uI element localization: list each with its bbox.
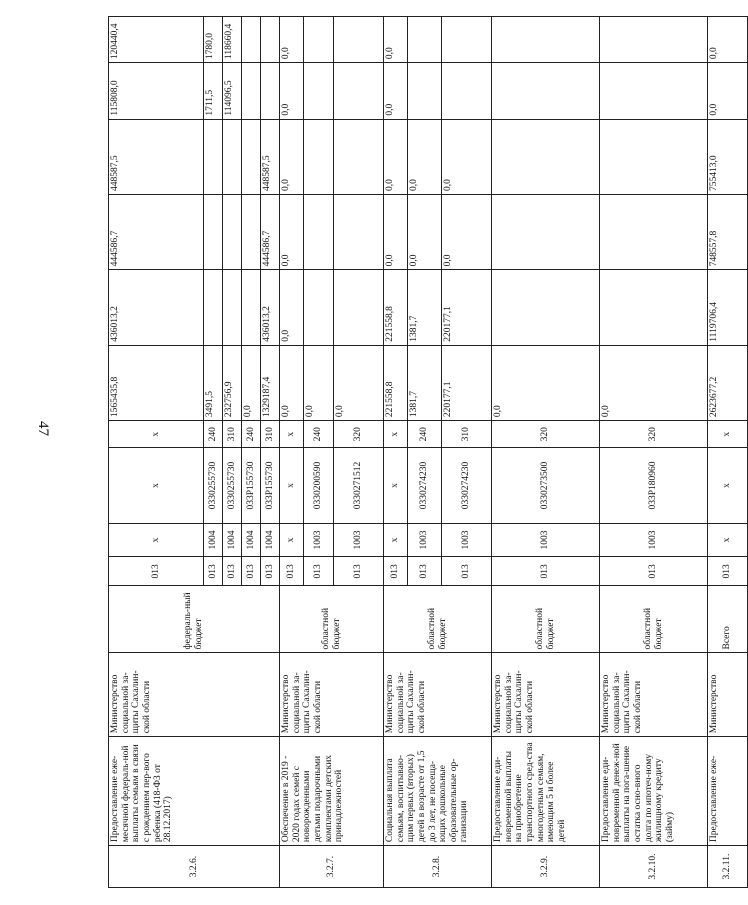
row-number-cell: 3.2.6. (109, 846, 280, 888)
year5-cell (261, 17, 280, 63)
year2-cell (492, 194, 600, 269)
year1-cell (334, 270, 384, 345)
grbs-cell: 013 (280, 557, 304, 586)
year3-cell: 755413,0 (708, 119, 748, 194)
rzpr-cell: x (384, 523, 408, 557)
year4-cell (442, 63, 492, 120)
vr-cell: 320 (492, 421, 600, 448)
year5-cell (304, 17, 334, 63)
year3-cell (600, 119, 708, 194)
budget-table (108, 16, 748, 888)
total-cell: 221558,8 (384, 345, 408, 420)
year3-cell: 448587,5 (109, 119, 204, 194)
year3-cell (334, 119, 384, 194)
rzpr-cell: 1003 (408, 523, 442, 557)
event-name-cell: Обеспечение в 2019 - 2020 годах семей с новорожденными детьми подарочными комплектами детских принадлежностей (280, 737, 384, 846)
total-cell: 0,0 (492, 345, 600, 420)
row-number-cell: 3.2.11. (708, 846, 748, 888)
table-row (708, 17, 748, 888)
year4-cell (600, 63, 708, 120)
csr-cell: 0330273500 (492, 448, 600, 523)
csr-cell: 0330274230 (442, 448, 492, 523)
rzpr-cell: 1004 (204, 523, 223, 557)
csr-cell: x (384, 448, 408, 523)
year1-cell: 1381,7 (408, 270, 442, 345)
vr-cell: x (109, 421, 204, 448)
table-rotated (108, 16, 733, 888)
year4-cell: 115808,0 (109, 63, 204, 120)
year1-cell: 0,0 (280, 270, 304, 345)
vr-cell: 240 (304, 421, 334, 448)
year1-cell (600, 270, 708, 345)
csr-cell: 033P180960 (600, 448, 708, 523)
year2-cell: 748557,8 (708, 194, 748, 269)
vr-cell: 310 (261, 421, 280, 448)
total-cell: 0,0 (242, 345, 261, 420)
grbs-cell: 013 (261, 557, 280, 586)
csr-cell: 0330255730 (223, 448, 242, 523)
funding-source-cell: Всего (708, 586, 748, 653)
year3-cell (304, 119, 334, 194)
event-name-cell: Предоставление еже-месячной федераль-ной выплаты семьям в связи с рождением пер-вого ребенка (418-ФЗ от 28.12.2017) (109, 737, 280, 846)
total-cell: 220177,1 (442, 345, 492, 420)
year1-cell: 221558,8 (384, 270, 408, 345)
funding-source-cell: областной бюджет (600, 586, 708, 653)
grbs-cell: 013 (334, 557, 384, 586)
vr-cell: x (384, 421, 408, 448)
year2-cell (242, 194, 261, 269)
rzpr-cell: 1003 (334, 523, 384, 557)
year4-cell: 1711,5 (204, 63, 223, 120)
year5-cell (334, 17, 384, 63)
rzpr-cell: x (280, 523, 304, 557)
year1-cell (242, 270, 261, 345)
year2-cell: 0,0 (408, 194, 442, 269)
year4-cell (242, 63, 261, 120)
funding-source-cell: федераль-ный бюджет (109, 586, 280, 653)
year2-cell (600, 194, 708, 269)
executor-cell: Министерство социальной за-щиты Сахалин-ской области (280, 653, 384, 737)
executor-cell: Министерство социальной за-щиты Сахалин-ской области (600, 653, 708, 737)
grbs-cell: 013 (492, 557, 600, 586)
total-cell: 232756,9 (223, 345, 242, 420)
year3-cell: 448587,5 (261, 119, 280, 194)
year1-cell (204, 270, 223, 345)
year5-cell (242, 17, 261, 63)
csr-cell: x (280, 448, 304, 523)
executor-cell: Министерство социальной за-щиты Сахалин-ской области (384, 653, 492, 737)
year5-cell (600, 17, 708, 63)
table-row (600, 17, 708, 888)
year2-cell (204, 194, 223, 269)
vr-cell: 240 (408, 421, 442, 448)
year2-cell: 444586,7 (109, 194, 204, 269)
year4-cell (408, 63, 442, 120)
year4-cell: 0,0 (384, 63, 408, 120)
year5-cell (442, 17, 492, 63)
year2-cell (223, 194, 242, 269)
csr-cell: 033P155730 (261, 448, 280, 523)
year5-cell: 118660,4 (223, 17, 242, 63)
total-cell: 0,0 (304, 345, 334, 420)
year5-cell (408, 17, 442, 63)
total-cell: 3491,5 (204, 345, 223, 420)
row-number-cell: 3.2.10. (600, 846, 708, 888)
table-row (384, 17, 408, 888)
year1-cell (304, 270, 334, 345)
grbs-cell: 013 (109, 557, 204, 586)
year4-cell (492, 63, 600, 120)
rzpr-cell: 1003 (304, 523, 334, 557)
vr-cell: 320 (334, 421, 384, 448)
year3-cell (492, 119, 600, 194)
event-name-cell: Предоставление еди-новременной выплаты на приобретение транспортного сред-ства многодетным семьям, имеющим 5 и более детей (492, 737, 600, 846)
row-number-cell: 3.2.7. (280, 846, 384, 888)
grbs-cell: 013 (384, 557, 408, 586)
year3-cell (223, 119, 242, 194)
year3-cell: 0,0 (442, 119, 492, 194)
year3-cell: 0,0 (384, 119, 408, 194)
year3-cell: 0,0 (280, 119, 304, 194)
year5-cell: 120440,4 (109, 17, 204, 63)
year5-cell: 0,0 (384, 17, 408, 63)
total-cell: 2623677,2 (708, 345, 748, 420)
rzpr-cell: x (109, 523, 204, 557)
executor-cell: Министерство (708, 653, 748, 737)
row-number-cell: 3.2.8. (384, 846, 492, 888)
year1-cell: 1119706,4 (708, 270, 748, 345)
year5-cell: 0,0 (708, 17, 748, 63)
year4-cell: 0,0 (280, 63, 304, 120)
csr-cell: x (109, 448, 204, 523)
year5-cell: 0,0 (280, 17, 304, 63)
total-cell: 1565435,8 (109, 345, 204, 420)
year1-cell: 436013,2 (109, 270, 204, 345)
year2-cell: 0,0 (280, 194, 304, 269)
year4-cell (334, 63, 384, 120)
rzpr-cell: x (708, 523, 748, 557)
year1-cell (492, 270, 600, 345)
rzpr-cell: 1004 (242, 523, 261, 557)
vr-cell: x (708, 421, 748, 448)
vr-cell: 310 (223, 421, 242, 448)
year5-cell (492, 17, 600, 63)
year2-cell (334, 194, 384, 269)
table-row (109, 17, 204, 888)
year4-cell (261, 63, 280, 120)
year2-cell: 0,0 (384, 194, 408, 269)
row-number-cell: 3.2.9. (492, 846, 600, 888)
vr-cell: 310 (442, 421, 492, 448)
vr-cell: 240 (242, 421, 261, 448)
funding-source-cell: областной бюджет (280, 586, 384, 653)
event-name-cell: Социальная выплата семьям, воспитываю-щим первых (вторых) детей в возрасте от 1,5 до 3 лет, не посеща-ющих дошкольные образовательные ор-ганизации (384, 737, 492, 846)
grbs-cell: 013 (242, 557, 261, 586)
total-cell: 0,0 (334, 345, 384, 420)
csr-cell: 0330200590 (304, 448, 334, 523)
year5-cell: 1780,0 (204, 17, 223, 63)
rzpr-cell: 1003 (600, 523, 708, 557)
vr-cell: 320 (600, 421, 708, 448)
year2-cell: 0,0 (442, 194, 492, 269)
grbs-cell: 013 (304, 557, 334, 586)
year3-cell (204, 119, 223, 194)
total-cell: 0,0 (600, 345, 708, 420)
table-row (492, 17, 600, 888)
csr-cell: 0330274230 (408, 448, 442, 523)
year1-cell (223, 270, 242, 345)
csr-cell: x (708, 448, 748, 523)
funding-source-cell: областной бюджет (492, 586, 600, 653)
total-cell: 0,0 (280, 345, 304, 420)
csr-cell: 033P155730 (242, 448, 261, 523)
year4-cell: 0,0 (708, 63, 748, 120)
total-cell: 1329187,4 (261, 345, 280, 420)
total-cell: 1381,7 (408, 345, 442, 420)
table-row (280, 17, 304, 888)
grbs-cell: 013 (442, 557, 492, 586)
grbs-cell: 013 (600, 557, 708, 586)
event-name-cell: Предоставление еже- (708, 737, 748, 846)
grbs-cell: 013 (223, 557, 242, 586)
rzpr-cell: 1003 (442, 523, 492, 557)
year3-cell (242, 119, 261, 194)
year2-cell: 444586,7 (261, 194, 280, 269)
rzpr-cell: 1003 (492, 523, 600, 557)
grbs-cell: 013 (408, 557, 442, 586)
grbs-cell: 013 (708, 557, 748, 586)
year3-cell: 0,0 (408, 119, 442, 194)
vr-cell: x (280, 421, 304, 448)
year1-cell: 220177,1 (442, 270, 492, 345)
funding-source-cell: областной бюджет (384, 586, 492, 653)
year2-cell (304, 194, 334, 269)
vr-cell: 240 (204, 421, 223, 448)
year4-cell: 114096,5 (223, 63, 242, 120)
page-number: 47 (35, 421, 51, 436)
table-container (108, 16, 733, 888)
year1-cell: 436013,2 (261, 270, 280, 345)
rzpr-cell: 1004 (223, 523, 242, 557)
executor-cell: Министерство социальной за-щиты Сахалин-ской области (492, 653, 600, 737)
executor-cell: Министерство социальной за-щиты Сахалин-ской области (109, 653, 280, 737)
csr-cell: 0330255730 (204, 448, 223, 523)
csr-cell: 0330271512 (334, 448, 384, 523)
rzpr-cell: 1004 (261, 523, 280, 557)
year4-cell (304, 63, 334, 120)
event-name-cell: Предоставление еди-новременной денеж-ной выплаты на пога-шение остатка осно-вного долга по ипотеч-ному жилищному кредиту (займу) (600, 737, 708, 846)
grbs-cell: 013 (204, 557, 223, 586)
